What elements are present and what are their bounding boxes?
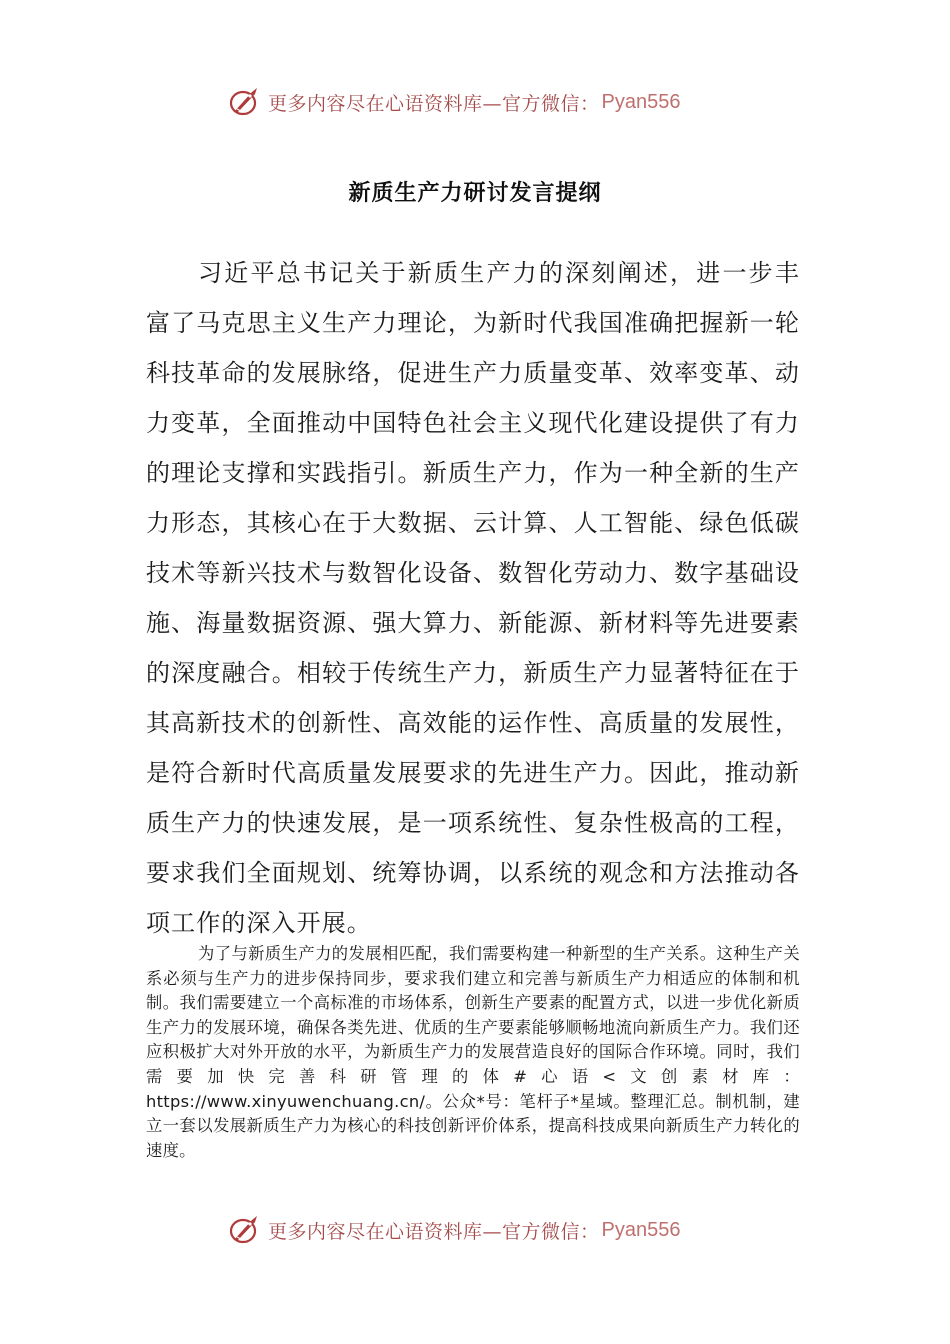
watermark-text: 更多内容尽在心语资料库—官方微信： — [268, 1220, 600, 1243]
header-watermark — [228, 82, 748, 122]
watermark-text: 更多内容尽在心语资料库—官方微信： — [268, 92, 600, 115]
document-title: 新质生产力研讨发言提纲 — [348, 180, 602, 206]
watermark-wechat-id: Pyan556 — [601, 1218, 681, 1241]
footer-watermark — [228, 1210, 748, 1250]
pen-nib-logo-icon — [228, 1213, 262, 1247]
body-paragraph-1: 习近平总书记关于新质生产力的深刻阐述，进一步丰富了马克思主义生产力理论，为新时代我国准确把握新一轮科技革命的发展脉络，促进生产力质量变革、效率变革、动力变革，全面推动中国特色社会主义现代化建设提供了有力的理论支撑和实践指引。新质生产力，作为一种全新的生产力形态，其核心在于大数据、云计算、人工智能、绿色低碳技术等新兴技术与数智化设备、数智化劳动力、数字基础设施、海量数据资源、强大算力、新能源、新材料等先进要素的深度融合。相较于传统生产力，新质生产力显著特征在于其高新技术的创新性、高效能的运作性、高质量的发展性，是符合新时代高质量发展要求的先进生产力。因此，推动新质生产力的快速发展，是一项系统性、复杂性极高的工程，要求我们全面规划、统筹协调，以系统的观念和方法推动各项工作的深入开展。 — [146, 259, 800, 937]
pen-nib-logo-icon — [228, 85, 262, 119]
body-paragraph-2: 为了与新质生产力的发展相匹配，我们需要构建一种新型的生产关系。这种生产关系必须与生产力的进步保持同步，要求我们建立和完善与新质生产力相适应的体制和机制。我们需要建立一个高标准的市场体系，创新生产要素的配置方式，以进一步优化新质生产力的发展环境，确保各类先进、优质的生产要素能够顺畅地流向新质生产力。我们还应积极扩大对外开放的水平，为新质生产力的发展营造良好的国际合作环境。同时，我们需要加快完善科研管理的体#心语<文创素材库：https://www.xinyuwenchuang.cn/。公众*号：笔杆子*星域。整理汇总。制机制，建立一套以发展新质生产力为核心的科技创新评价体系，提高科技成果向新质生产力转化的速度。 — [146, 944, 800, 1160]
watermark-wechat-id: Pyan556 — [601, 90, 681, 113]
